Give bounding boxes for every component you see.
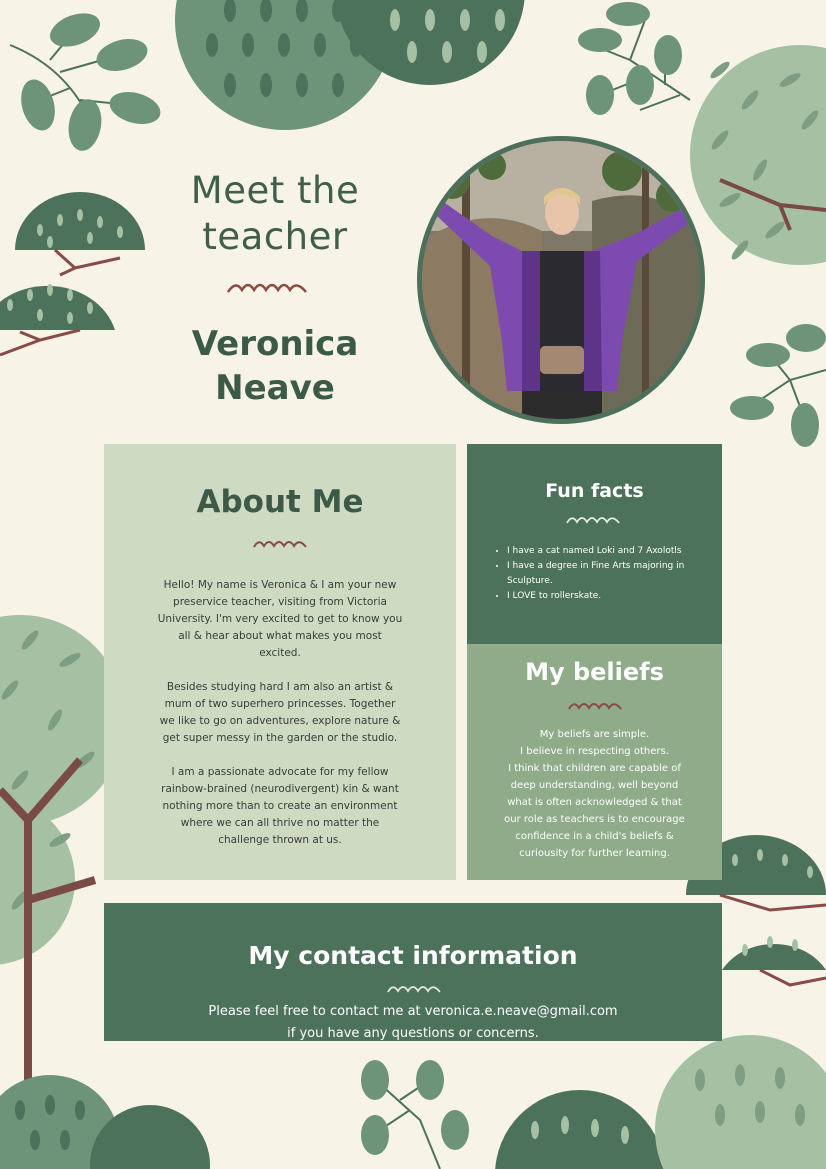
bottom-bush-icon	[0, 1035, 826, 1169]
beliefs-heading: My beliefs	[525, 658, 664, 686]
squiggle-divider-icon	[567, 700, 623, 712]
fun-facts-heading: Fun facts	[545, 480, 644, 502]
about-paragraph-2: Besides studying hard I am also an artist & mum of two superhero princesses. Together we like to go on adventures, explore nature & get super messy in the garden or the studio.	[159, 681, 401, 744]
teacher-photo	[417, 136, 705, 424]
title-line-2: teacher	[202, 215, 348, 258]
fun-facts-panel	[467, 444, 722, 644]
contact-body	[104, 1001, 722, 1045]
squiggle-divider-icon	[565, 514, 621, 526]
fun-fact-item: • I have a cat named Loki and 7 Axolotls	[507, 544, 732, 559]
top-left-leaves-icon	[16, 7, 164, 153]
right-top-tree-icon	[690, 45, 826, 265]
fun-fact-item: • I have a degree in Fine Arts majoring in Sculpture.	[507, 559, 732, 589]
belief-line: I think that children are capable of	[508, 763, 681, 774]
left-mid-tree-icon	[0, 192, 145, 355]
page-title	[150, 168, 400, 260]
belief-line: My beliefs are simple.	[539, 729, 650, 740]
squiggle-divider-icon	[226, 280, 308, 296]
belief-line: what is often acknowledged & that	[507, 797, 682, 808]
top-right-branch-icon	[578, 2, 690, 115]
contact-line-1[interactable]: Please feel free to contact me at veronica.e.neave@gmail.com	[208, 1004, 618, 1019]
teacher-name	[150, 322, 400, 410]
about-me-panel	[104, 444, 456, 880]
contact-line-2: if you have any questions or concerns.	[287, 1026, 539, 1041]
teacher-portrait-photo-icon	[422, 141, 700, 419]
beliefs-panel	[467, 644, 722, 880]
belief-line: our role as teachers is to encourage	[504, 814, 685, 825]
belief-line: curiousity for further learning.	[519, 848, 670, 859]
squiggle-divider-icon	[386, 983, 442, 995]
right-mid-leaves-icon	[730, 324, 826, 447]
about-paragraph-3: I am a passionate advocate for my fellow rainbow-brained (neurodivergent) kin & want nothing more than to create an environment where we can all thrive no matter the challenge thrown at us.	[161, 766, 399, 846]
contact-panel	[104, 903, 722, 1041]
about-paragraph-1: Hello! My name is Veronica & I am your new preservice teacher, visiting from Victoria University. I'm very excited to get to know you all & hear about what makes you most excited.	[157, 579, 403, 659]
title-line-1: Meet the	[190, 169, 360, 212]
belief-line: confidence in a child's beliefs &	[515, 831, 674, 842]
belief-line: I believe in respecting others.	[520, 746, 669, 757]
top-bush-icon	[175, 0, 525, 130]
contact-heading: My contact information	[248, 941, 578, 970]
belief-line: deep understanding, well beyond	[510, 780, 679, 791]
name-line-1: Veronica	[191, 324, 359, 364]
name-line-2: Neave	[215, 368, 335, 408]
beliefs-body	[481, 726, 708, 862]
fun-facts-list	[493, 544, 732, 604]
fun-fact-item: • I LOVE to rollerskate.	[507, 589, 732, 604]
about-body	[156, 577, 404, 866]
about-heading: About Me	[196, 484, 364, 520]
squiggle-divider-icon	[252, 538, 308, 550]
